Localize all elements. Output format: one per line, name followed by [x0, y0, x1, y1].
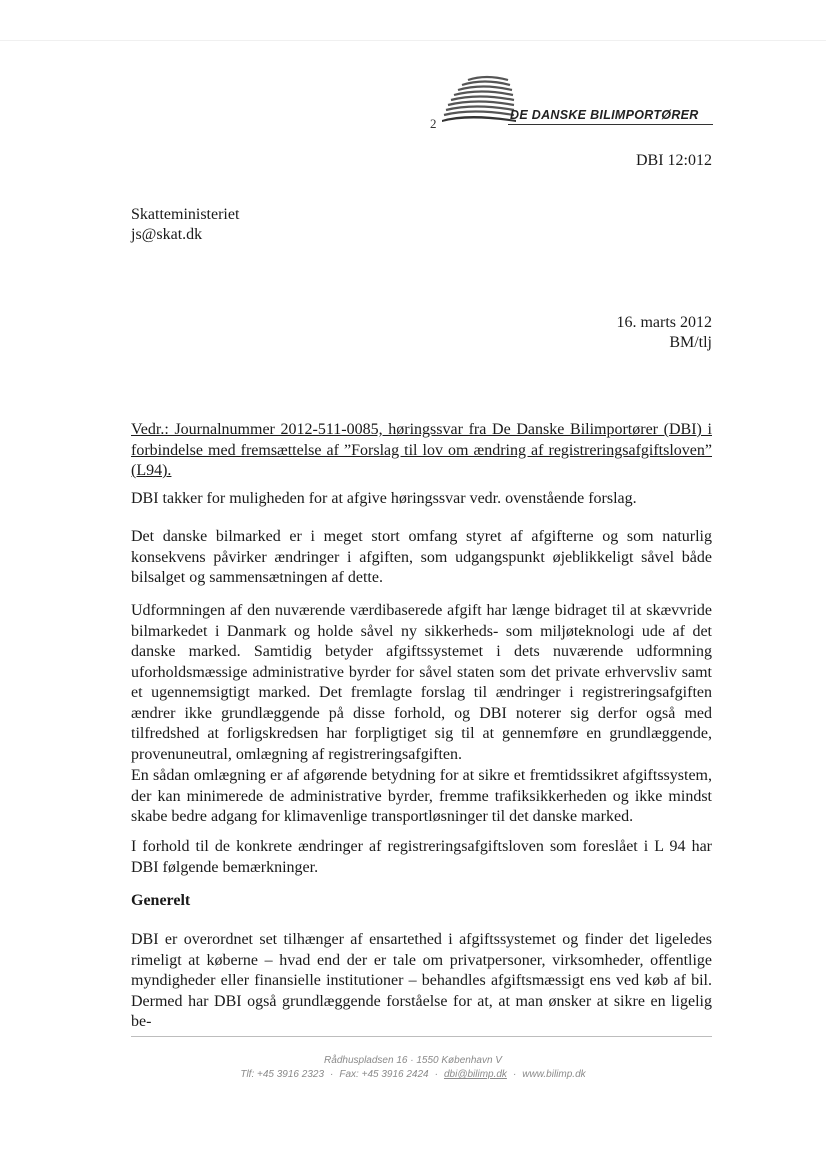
subject-line: Vedr.: Journalnummer 2012-511-0085, høringssvar fra De Danske Bilimportører (DBI) i forbindelse med fremsættelse af ”Forslag til lov om ændring af registreringsafgiftsloven” (L94). [131, 421, 712, 479]
recipient-name: Skatteministeriet [131, 206, 240, 223]
paragraph: I forhold til de konkrete ændringer af registreringsafgiftsloven som foreslået i L 94 har DBI følgende bemærkninger. [131, 838, 712, 876]
scan-edge [0, 40, 826, 41]
footer-fax: Fax: +45 3916 2424 [339, 1069, 429, 1080]
paragraph: DBI er overordnet set tilhænger af ensartethed i afgiftssystemet og finder det ligeledes rimeligt at køberne – hvad end der er tale om privatpersoner, virksomheder, offentlige myndigheder eller finansielle institutioner – behandles afgiftsmæssigt ens ved køb af bil. Dermed har DBI også grundlæggende forståelse for at, at man ønsker at sikre en ligelig be- [131, 931, 712, 1030]
date-block [616, 313, 712, 353]
wave-logo-icon [438, 74, 518, 126]
paragraph: DBI takker for muligheden for at afgive høringssvar vedr. ovenstående forslag. [131, 490, 637, 507]
recipient-email: js@skat.dk [131, 226, 203, 243]
logo-text: DE DANSKE BILIMPORTØRER [510, 108, 699, 122]
recipient-block [131, 205, 239, 245]
paragraph: Udformningen af den nuværende værdibaserede afgift har længe bidraget til at skævvride bilmarkedet i Danmark og holde såvel ny sikkerheds- som miljøteknologi ude af det danske marked. Samtidig betyder afgiftssystemet i dets nuværende udformning uforholdsmæssige administrative byrder for såvel staten som det private erhvervsliv samt et ugennemsigtigt marked. Det fremlagte forslag til ændringer i registreringsafgiften ændrer ikke grundlæggende på disse forhold, og DBI noterer sig derfor også med tilfredshed at forligskredsen har forpligtiget sig til at gennemføre en grundlæggende, provenuneutral, omlægning af registreringsafgiften. [131, 602, 712, 763]
footer-email-link[interactable]: dbi@bilimp.dk [443, 1069, 507, 1080]
footer-web-link[interactable]: www.bilimp.dk [522, 1069, 586, 1080]
reference-number: DBI 12:012 [636, 152, 712, 169]
logo-mark: 2 [430, 116, 437, 131]
letter-date: 16. marts 2012 [616, 314, 712, 331]
paragraph: Det danske bilmarked er i meget stort omfang styret af afgifterne og som naturlig konsekvens påvirker ændringer i afgiften, som udgangspunkt øjeblikkeligt såvel både bilsalget og sammensætningen af dette. [131, 528, 712, 586]
footer-divider [131, 1036, 712, 1037]
logo-underline [508, 124, 713, 125]
company-logo [430, 74, 720, 134]
letter-initials: BM/tlj [669, 334, 712, 351]
footer-contact: Tlf: +45 3916 2323 · Fax: +45 3916 2424 · dbi@bilimp.dk · www.bilimp.dk [240, 1069, 586, 1080]
paragraph: En sådan omlægning er af afgørende betydning for at sikre et fremtidssikret afgiftssystem, der kan minimerede de administrative byrder, fremme trafiksikkerheden og ikke mindst skabe bedre adgang for klimavenlige transportløsninger til det danske marked. [131, 767, 712, 825]
section-heading: Generelt [131, 892, 191, 909]
footer-address: Rådhuspladsen 16 · 1550 København V [324, 1055, 502, 1066]
footer-phone: Tlf: +45 3916 2323 [240, 1069, 325, 1080]
